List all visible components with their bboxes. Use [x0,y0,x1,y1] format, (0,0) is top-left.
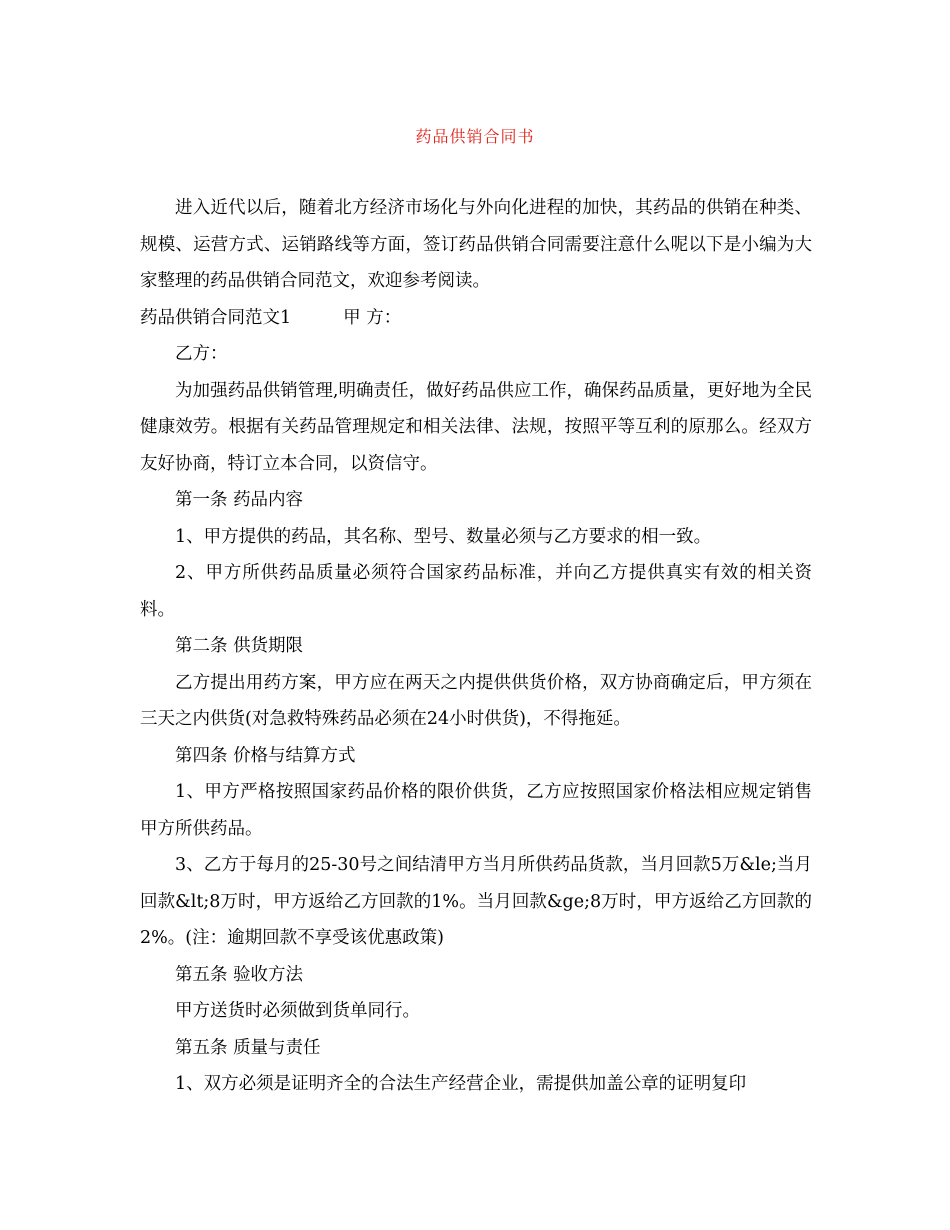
article-4-clause-1: 1、甲方严格按照国家药品价格的限价供货，乙方应按照国家价格法相应规定销售甲方所供药品。 [140,782,812,839]
article-2-heading: 第二条 供货期限 [175,636,304,656]
preamble-paragraph: 为加强药品供销管理,明确责任，做好药品供应工作，确保药品质量，更好地为全民健康效劳。根据有关药品管理规定和相关法律、法规，按照平等互利的原那么。经双方友好协商，特订立本合同，以资信守。 [140,380,812,474]
article-5b-heading: 第五条 质量与责任 [175,1037,321,1058]
article-5b-clause-1: 1、双方必须是证明齐全的合法生产经营企业，需提供加盖公章的证明复印 [175,1074,747,1094]
article-2-text: 乙方提出用药方案，甲方应在两天之内提供供货价格，双方协商确定后，甲方须在三天之内供货(对急救特殊药品必须在24小时供货)，不得拖延。 [140,672,812,729]
article-1-heading: 第一条 药品内容 [175,490,304,510]
article-5-text: 甲方送货时必须做到货单同行。 [175,1001,420,1021]
party-b-label: 乙方： [175,344,228,364]
article-4-clause-3: 3、乙方于每月的25-30号之间结清甲方当月所供药品货款，当月回款5万&le;当月回款&lt;8万时，甲方返给乙方回款的1%。当月回款&ge;8万时，甲方返给乙方回款的2%。(注：逾期回款不享受该优惠政策) [140,855,812,948]
sample-heading-line [140,300,812,337]
sample-heading: 药品供销合同范文1 [140,307,292,328]
party-a-label: 甲 方： [343,307,402,328]
article-5-heading: 第五条 验收方法 [175,964,304,985]
article-4-heading: 第四条 价格与结算方式 [175,745,356,766]
article-1-clause-2: 2、甲方所供药品质量必须符合国家药品标准，并向乙方提供真实有效的相关资料。 [140,563,812,620]
document-title: 药品供销合同书 [415,127,535,146]
document-body [140,190,812,1103]
article-1-clause-1: 1、甲方提供的药品，其名称、型号、数量必须与乙方要求的相一致。 [175,526,712,547]
intro-paragraph: 进入近代以后，随着北方经济市场化与外向化进程的加快，其药品的供销在种类、规模、运营方式、运销路线等方面，签订药品供销合同需要注意什么呢以下是小编为大家整理的药品供销合同范文，欢迎参考阅读。 [140,198,812,291]
